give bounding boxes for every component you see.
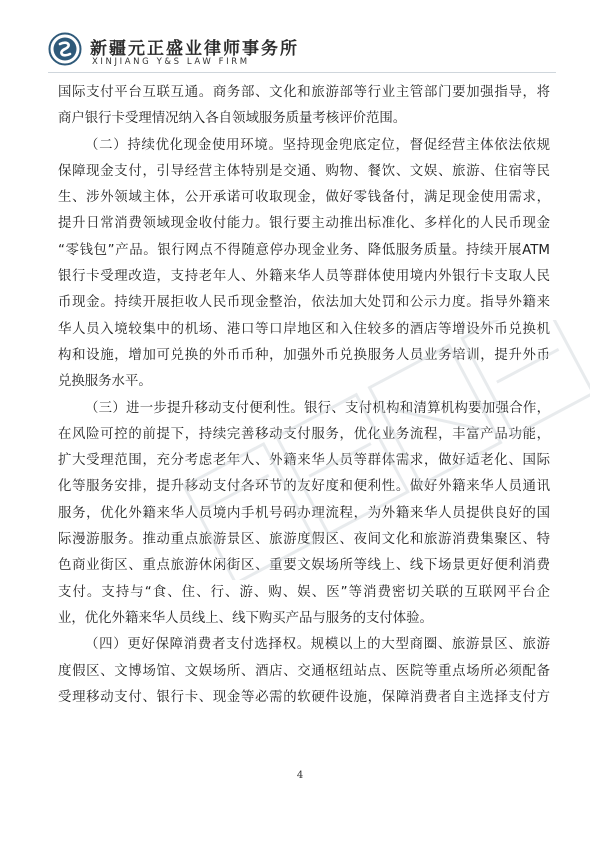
header-divider bbox=[48, 72, 556, 73]
firm-name-en: XINJIANG Y&S LAW FIRM bbox=[92, 57, 250, 67]
text-line: 华人员入境较集中的机场、港口等口岸地区和入住较多的酒店等增设外币兑换机 bbox=[58, 321, 550, 337]
text-line: 服务，优化外籍来华人员境内手机号码办理流程，为外籍来华人员提供良好的国 bbox=[58, 505, 550, 521]
text-line: （四）更好保障消费者支付选择权。规模以上的大型商圈、旅游景区、旅游 bbox=[85, 637, 550, 653]
firm-name-cn: 新疆元正盛业律师事务所 bbox=[90, 39, 299, 59]
text-line: 化等服务安排，提升移动支付各环节的友好度和便利性。做好外籍来华人员通讯 bbox=[58, 479, 550, 495]
text-line: 色商业街区、重点旅游休闲街区、重要文娱场所等线上、线下场景更好便利消费 bbox=[58, 558, 550, 574]
text-line: 在风险可控的前提下，持续完善移动支付服务，优化业务流程，丰富产品功能， bbox=[58, 426, 550, 442]
text-line: （二）持续优化现金使用环境。坚持现金兜底定位，督促经营主体依法依规 bbox=[85, 137, 550, 153]
text-line: 商户银行卡受理情况纳入各自领域服务质量考核评价范围。 bbox=[58, 111, 407, 127]
text-line: 构和设施，增加可兑换的外币币种，加强外币兑换服务人员业务培训，提升外币 bbox=[58, 347, 550, 363]
text-line: （三）进一步提升移动支付便利性。银行、支付机构和清算机构要加强合作， bbox=[85, 400, 550, 416]
text-line: 支付。支持与“食、住、行、游、购、娱、医”等消费密切关联的互联网平台企 bbox=[58, 584, 550, 600]
text-line: 扩大受理范围，充分考虑老年人、外籍来华人员等群体需求，做好适老化、国际 bbox=[58, 453, 550, 469]
text-line: 兑换服务水平。 bbox=[58, 374, 152, 390]
document-body bbox=[58, 80, 550, 711]
firm-logo-icon bbox=[48, 32, 82, 66]
text-line: 提升日常消费领域现金收付能力。银行要主动推出标准化、多样化的人民币现金 bbox=[58, 216, 550, 232]
text-line: 受理移动支付、银行卡、现金等必需的软硬件设施，保障消费者自主选择支付方 bbox=[58, 689, 550, 705]
text-line: 生、涉外领域主体，公开承诺可收取现金，做好零钱备付，满足现金使用需求， bbox=[58, 190, 550, 206]
letterhead bbox=[48, 30, 558, 76]
text-line: “零钱包”产品。银行网点不得随意停办现金业务、降低服务质量。持续开展ATM bbox=[58, 242, 550, 258]
text-line: 保障现金支付，引导经营主体特别是交通、购物、餐饮、文娱、旅游、住宿等民 bbox=[58, 163, 550, 179]
page-number: 4 bbox=[296, 770, 304, 781]
text-line: 银行卡受理改造，支持老年人、外籍来华人员等群体使用境内外银行卡支取人民 bbox=[58, 269, 550, 285]
text-line: 国际支付平台互联互通。商务部、文化和旅游部等行业主管部门要加强指导，将 bbox=[58, 85, 550, 100]
text-line: 度假区、文博场馆、文娱场所、酒店、交通枢纽站点、医院等重点场所必须配备 bbox=[58, 663, 550, 679]
text-line: 业，优化外籍来华人员线上、线下购买产品与服务的支付体验。 bbox=[58, 610, 433, 626]
text-line: 币现金。持续开展拒收人民币现金整治，依法加大处罚和公示力度。指导外籍来 bbox=[58, 295, 550, 311]
text-line: 际漫游服务。推动重点旅游景区、旅游度假区、夜间文化和旅游消费集聚区、特 bbox=[58, 532, 550, 548]
